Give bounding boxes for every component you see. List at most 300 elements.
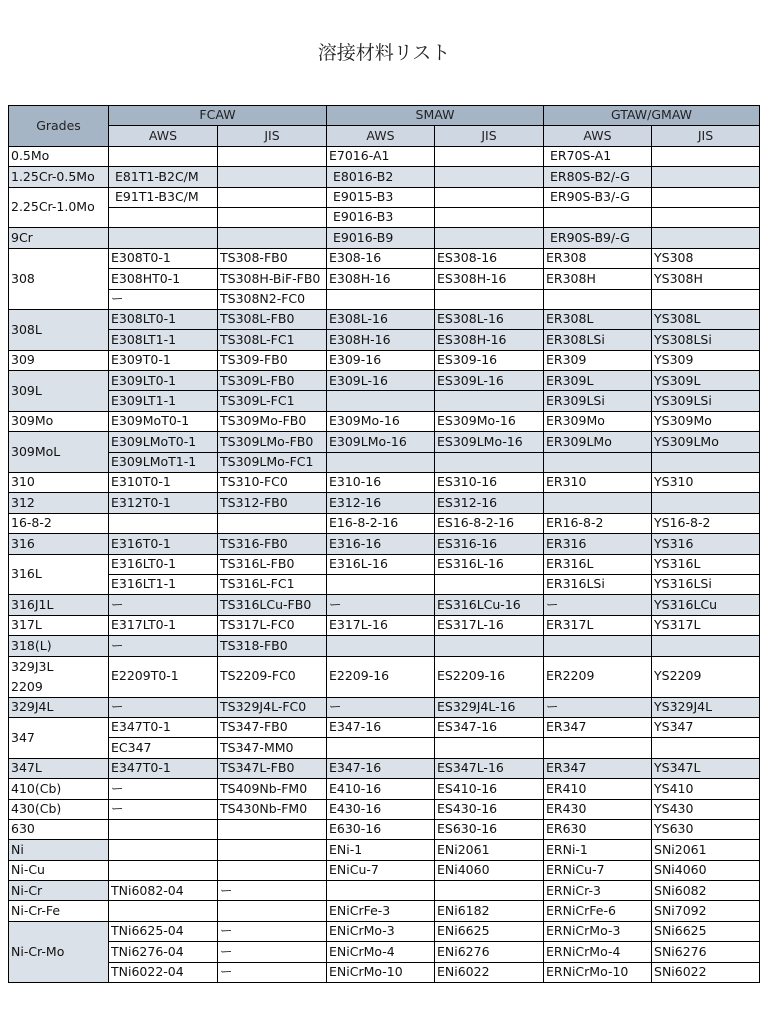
fcaw-jis-cell: TS308L-FC1 xyxy=(218,330,327,350)
smaw-jis-cell: ES308L-16 xyxy=(435,309,544,329)
grade-cell: 16-8-2 xyxy=(9,513,109,533)
table-row xyxy=(9,248,760,268)
table-row xyxy=(9,574,760,594)
fcaw-aws-cell: TNi6276-04 xyxy=(109,942,218,962)
table-row xyxy=(9,371,760,391)
fcaw-jis-cell xyxy=(218,187,327,207)
smaw-jis-cell: ES347-16 xyxy=(435,717,544,737)
gtaw-aws-cell: ER80S-B2/-G xyxy=(544,167,652,187)
gtaw-aws-cell: ER308LSi xyxy=(544,330,652,350)
table-row xyxy=(9,738,760,758)
smaw-jis-cell: ES630-16 xyxy=(435,819,544,839)
grades-header: Grades xyxy=(9,106,109,147)
smaw-aws-cell: ENiCrMo-4 xyxy=(327,942,435,962)
fcaw-jis-cell xyxy=(218,207,327,227)
gtaw-jis-cell xyxy=(652,738,760,758)
smaw-aws-cell: E9016-B9 xyxy=(327,228,435,248)
gtaw-aws-cell: ER90S-B9/-G xyxy=(544,228,652,248)
table-row xyxy=(9,962,760,982)
grade-cell: Ni-Cr-Fe xyxy=(9,901,109,921)
fcaw-jis-cell: TS308L-FB0 xyxy=(218,309,327,329)
gtaw-aws-cell: ERNiCr-3 xyxy=(544,881,652,901)
gtaw-jis-cell: YS16-8-2 xyxy=(652,513,760,533)
gtaw-gmaw-header: GTAW/GMAW xyxy=(544,106,760,126)
table-row xyxy=(9,513,760,533)
smaw-aws-cell: E347-16 xyxy=(327,758,435,778)
gtaw-aws-cell: ER316LSi xyxy=(544,574,652,594)
fcaw-aws-cell: E347T0-1 xyxy=(109,758,218,778)
fcaw-aws-header: AWS xyxy=(109,126,218,146)
gtaw-jis-cell xyxy=(652,289,760,309)
smaw-aws-cell: ENiCrMo-3 xyxy=(327,921,435,941)
smaw-aws-cell: E16-8-2-16 xyxy=(327,513,435,533)
fcaw-jis-cell xyxy=(218,228,327,248)
fcaw-aws-cell xyxy=(109,146,218,166)
gtaw-aws-cell: ER430 xyxy=(544,799,652,819)
smaw-jis-cell xyxy=(435,187,544,207)
smaw-jis-cell xyxy=(435,167,544,187)
smaw-aws-cell: E309-16 xyxy=(327,350,435,370)
gtaw-jis-cell: SNi4060 xyxy=(652,860,760,880)
gtaw-jis-cell: YS308L xyxy=(652,309,760,329)
gtaw-jis-cell: YS430 xyxy=(652,799,760,819)
gtaw-jis-header: JIS xyxy=(652,126,760,146)
fcaw-jis-cell: TS308H-BiF-FB0 xyxy=(218,269,327,289)
smaw-aws-cell xyxy=(327,391,435,411)
smaw-jis-cell: ENi6276 xyxy=(435,942,544,962)
gtaw-aws-cell: ERNiCrMo-10 xyxy=(544,962,652,982)
smaw-jis-cell xyxy=(435,391,544,411)
fcaw-aws-cell: E312T0-1 xyxy=(109,493,218,513)
gtaw-aws-cell xyxy=(544,636,652,656)
gtaw-jis-cell: YS309L xyxy=(652,371,760,391)
smaw-aws-cell: E630-16 xyxy=(327,819,435,839)
gtaw-jis-cell xyxy=(652,493,760,513)
smaw-jis-cell: ES316-16 xyxy=(435,534,544,554)
gtaw-jis-cell: YS329J4L xyxy=(652,697,760,717)
smaw-jis-cell: ES410-16 xyxy=(435,779,544,799)
smaw-jis-cell xyxy=(435,146,544,166)
fcaw-aws-cell xyxy=(109,860,218,880)
grade-cell: 312 xyxy=(9,493,109,513)
smaw-aws-header: AWS xyxy=(327,126,435,146)
smaw-jis-cell: ES309Mo-16 xyxy=(435,411,544,431)
smaw-aws-cell xyxy=(327,738,435,758)
gtaw-jis-cell: SNi6082 xyxy=(652,881,760,901)
smaw-aws-cell: E309LMo-16 xyxy=(327,432,435,452)
gtaw-aws-cell: ERNiCrFe-6 xyxy=(544,901,652,921)
smaw-jis-cell: ES308H-16 xyxy=(435,269,544,289)
smaw-jis-cell: ES308H-16 xyxy=(435,330,544,350)
gtaw-jis-cell xyxy=(652,207,760,227)
table-row xyxy=(9,452,760,472)
smaw-aws-cell: E8016-B2 xyxy=(327,167,435,187)
grade-cell: 430(Cb) xyxy=(9,799,109,819)
gtaw-jis-cell: YS308LSi xyxy=(652,330,760,350)
smaw-aws-cell: E316L-16 xyxy=(327,554,435,574)
table-row xyxy=(9,921,760,941)
fcaw-aws-cell xyxy=(109,819,218,839)
smaw-aws-cell: E308H-16 xyxy=(327,269,435,289)
gtaw-jis-cell: SNi6625 xyxy=(652,921,760,941)
fcaw-jis-cell: TS309LMo-FC1 xyxy=(218,452,327,472)
gtaw-jis-cell xyxy=(652,636,760,656)
smaw-jis-cell: ES316L-16 xyxy=(435,554,544,574)
fcaw-header: FCAW xyxy=(109,106,327,126)
grade-cell: 309Mo xyxy=(9,411,109,431)
fcaw-jis-cell: ー xyxy=(218,962,327,982)
fcaw-jis-cell xyxy=(218,167,327,187)
table-row xyxy=(9,309,760,329)
table-row xyxy=(9,187,760,207)
fcaw-aws-cell: E309LMoT1-1 xyxy=(109,452,218,472)
fcaw-aws-cell xyxy=(109,901,218,921)
smaw-aws-cell: E347-16 xyxy=(327,717,435,737)
gtaw-aws-cell: ER16-8-2 xyxy=(544,513,652,533)
fcaw-aws-cell xyxy=(109,228,218,248)
fcaw-aws-cell: E309LT0-1 xyxy=(109,371,218,391)
gtaw-aws-cell: ER70S-A1 xyxy=(544,146,652,166)
fcaw-aws-cell: E309LT1-1 xyxy=(109,391,218,411)
smaw-aws-cell: ENiCrFe-3 xyxy=(327,901,435,921)
smaw-aws-cell: E317L-16 xyxy=(327,615,435,635)
fcaw-jis-cell: TS308N2-FC0 xyxy=(218,289,327,309)
smaw-aws-cell xyxy=(327,452,435,472)
table-row xyxy=(9,656,760,697)
table-row xyxy=(9,167,760,187)
gtaw-jis-cell: YS410 xyxy=(652,779,760,799)
table-row xyxy=(9,697,760,717)
gtaw-jis-cell: YS316L xyxy=(652,554,760,574)
smaw-aws-cell: E430-16 xyxy=(327,799,435,819)
gtaw-aws-cell: ー xyxy=(544,697,652,717)
gtaw-aws-cell: ER309LMo xyxy=(544,432,652,452)
gtaw-jis-cell: YS316LCu xyxy=(652,595,760,615)
table-row xyxy=(9,269,760,289)
smaw-aws-cell: E9015-B3 xyxy=(327,187,435,207)
smaw-aws-cell: E7016-A1 xyxy=(327,146,435,166)
gtaw-aws-cell: ER2209 xyxy=(544,656,652,697)
fcaw-jis-cell: TS329J4L-FC0 xyxy=(218,697,327,717)
fcaw-jis-cell: ー xyxy=(218,881,327,901)
table-row xyxy=(9,758,760,778)
grade-cell: 309L xyxy=(9,371,109,412)
gtaw-jis-cell: YS309LMo xyxy=(652,432,760,452)
smaw-jis-cell: ES317L-16 xyxy=(435,615,544,635)
grade-cell: 329J4L xyxy=(9,697,109,717)
fcaw-aws-cell: TNi6022-04 xyxy=(109,962,218,982)
fcaw-aws-cell: E308LT1-1 xyxy=(109,330,218,350)
table-row xyxy=(9,717,760,737)
smaw-jis-cell: ENi6182 xyxy=(435,901,544,921)
fcaw-jis-header: JIS xyxy=(218,126,327,146)
smaw-aws-cell: E309Mo-16 xyxy=(327,411,435,431)
fcaw-aws-cell xyxy=(109,513,218,533)
gtaw-jis-cell: YS347 xyxy=(652,717,760,737)
smaw-jis-cell: ES312-16 xyxy=(435,493,544,513)
fcaw-jis-cell xyxy=(218,819,327,839)
smaw-jis-cell xyxy=(435,636,544,656)
smaw-jis-cell xyxy=(435,289,544,309)
table-row xyxy=(9,207,760,227)
table-row xyxy=(9,534,760,554)
smaw-aws-cell: E308L-16 xyxy=(327,309,435,329)
gtaw-aws-cell xyxy=(544,207,652,227)
gtaw-jis-cell: SNi7092 xyxy=(652,901,760,921)
smaw-jis-cell xyxy=(435,452,544,472)
smaw-jis-cell xyxy=(435,738,544,758)
fcaw-jis-cell: ー xyxy=(218,921,327,941)
fcaw-jis-cell: TS317L-FC0 xyxy=(218,615,327,635)
table-row xyxy=(9,860,760,880)
table-body xyxy=(9,146,760,982)
gtaw-jis-cell: YS309Mo xyxy=(652,411,760,431)
smaw-aws-cell: ー xyxy=(327,595,435,615)
gtaw-aws-header: AWS xyxy=(544,126,652,146)
fcaw-jis-cell: TS2209-FC0 xyxy=(218,656,327,697)
fcaw-jis-cell: TS309L-FC1 xyxy=(218,391,327,411)
smaw-aws-cell: E2209-16 xyxy=(327,656,435,697)
gtaw-aws-cell: ER308L xyxy=(544,309,652,329)
gtaw-jis-cell: YS308H xyxy=(652,269,760,289)
fcaw-jis-cell: TS309LMo-FB0 xyxy=(218,432,327,452)
gtaw-jis-cell: YS630 xyxy=(652,819,760,839)
gtaw-aws-cell: ER347 xyxy=(544,758,652,778)
grade-cell: 310 xyxy=(9,473,109,493)
grade-cell: 316L xyxy=(9,554,109,595)
fcaw-aws-cell: E317LT0-1 xyxy=(109,615,218,635)
grade-cell: 316J1L xyxy=(9,595,109,615)
gtaw-jis-cell xyxy=(652,187,760,207)
gtaw-aws-cell: ER630 xyxy=(544,819,652,839)
fcaw-aws-cell: E81T1-B2C/M xyxy=(109,167,218,187)
gtaw-jis-cell: SNi6276 xyxy=(652,942,760,962)
table-header xyxy=(9,106,760,147)
fcaw-jis-cell: TS430Nb-FM0 xyxy=(218,799,327,819)
smaw-jis-cell: ENi4060 xyxy=(435,860,544,880)
smaw-aws-cell xyxy=(327,289,435,309)
gtaw-aws-cell: ER309L xyxy=(544,371,652,391)
gtaw-aws-cell: ー xyxy=(544,595,652,615)
fcaw-aws-cell: ー xyxy=(109,697,218,717)
gtaw-jis-cell: YS317L xyxy=(652,615,760,635)
grade-cell: 9Cr xyxy=(9,228,109,248)
gtaw-jis-cell xyxy=(652,167,760,187)
fcaw-aws-cell: E91T1-B3C/M xyxy=(109,187,218,207)
fcaw-aws-cell xyxy=(109,840,218,860)
smaw-jis-cell: ES309LMo-16 xyxy=(435,432,544,452)
smaw-jis-cell: ES309L-16 xyxy=(435,371,544,391)
gtaw-aws-cell: ER347 xyxy=(544,717,652,737)
smaw-jis-cell: ES308-16 xyxy=(435,248,544,268)
table-row xyxy=(9,819,760,839)
smaw-jis-cell xyxy=(435,228,544,248)
smaw-jis-cell: ES2209-16 xyxy=(435,656,544,697)
grade-cell: 347L xyxy=(9,758,109,778)
fcaw-aws-cell: ー xyxy=(109,779,218,799)
grade-cell: 308L xyxy=(9,309,109,350)
table-row xyxy=(9,636,760,656)
fcaw-jis-cell: TS347L-FB0 xyxy=(218,758,327,778)
gtaw-jis-cell xyxy=(652,146,760,166)
gtaw-jis-cell: YS309LSi xyxy=(652,391,760,411)
grade-cell: 308 xyxy=(9,248,109,309)
gtaw-aws-cell: ER309LSi xyxy=(544,391,652,411)
smaw-aws-cell: E9016-B3 xyxy=(327,207,435,227)
grade-cell: 309 xyxy=(9,350,109,370)
gtaw-aws-cell: ERNi-1 xyxy=(544,840,652,860)
fcaw-aws-cell: EC347 xyxy=(109,738,218,758)
fcaw-aws-cell: E2209T0-1 xyxy=(109,656,218,697)
fcaw-jis-cell: TS318-FB0 xyxy=(218,636,327,656)
fcaw-aws-cell: E308T0-1 xyxy=(109,248,218,268)
fcaw-jis-cell: TS310-FC0 xyxy=(218,473,327,493)
smaw-jis-cell: ENi6022 xyxy=(435,962,544,982)
grade-cell: 1.25Cr-0.5Mo xyxy=(9,167,109,187)
smaw-aws-cell xyxy=(327,574,435,594)
fcaw-jis-cell: TS316L-FB0 xyxy=(218,554,327,574)
table-row xyxy=(9,840,760,860)
smaw-aws-cell: E410-16 xyxy=(327,779,435,799)
fcaw-jis-cell: TS312-FB0 xyxy=(218,493,327,513)
smaw-aws-cell xyxy=(327,636,435,656)
table-row xyxy=(9,615,760,635)
welding-materials-table xyxy=(8,105,760,983)
smaw-aws-cell xyxy=(327,881,435,901)
gtaw-aws-cell: ER309Mo xyxy=(544,411,652,431)
fcaw-aws-cell: ー xyxy=(109,289,218,309)
smaw-jis-cell: ES316LCu-16 xyxy=(435,595,544,615)
fcaw-jis-cell: TS316-FB0 xyxy=(218,534,327,554)
fcaw-aws-cell: E308HT0-1 xyxy=(109,269,218,289)
fcaw-jis-cell: TS308-FB0 xyxy=(218,248,327,268)
gtaw-jis-cell xyxy=(652,228,760,248)
gtaw-aws-cell: ER317L xyxy=(544,615,652,635)
table-row xyxy=(9,799,760,819)
grade-cell: 316 xyxy=(9,534,109,554)
fcaw-aws-cell: ー xyxy=(109,595,218,615)
fcaw-aws-cell: E308LT0-1 xyxy=(109,309,218,329)
fcaw-aws-cell: E310T0-1 xyxy=(109,473,218,493)
table-row xyxy=(9,942,760,962)
grade-cell: 2.25Cr-1.0Mo xyxy=(9,187,109,228)
table-row xyxy=(9,473,760,493)
fcaw-aws-cell: TNi6082-04 xyxy=(109,881,218,901)
grade-cell: Ni-Cr-Mo xyxy=(9,921,109,982)
table-row xyxy=(9,228,760,248)
table-row xyxy=(9,881,760,901)
smaw-aws-cell: E312-16 xyxy=(327,493,435,513)
table-row xyxy=(9,330,760,350)
table-row xyxy=(9,493,760,513)
fcaw-aws-cell: ー xyxy=(109,799,218,819)
table-row xyxy=(9,350,760,370)
table-row xyxy=(9,146,760,166)
smaw-jis-cell: ENi2061 xyxy=(435,840,544,860)
fcaw-jis-cell: TS309Mo-FB0 xyxy=(218,411,327,431)
grade-cell: 318(L) xyxy=(9,636,109,656)
smaw-jis-cell: ES430-16 xyxy=(435,799,544,819)
gtaw-aws-cell: ER309 xyxy=(544,350,652,370)
smaw-aws-cell: ー xyxy=(327,697,435,717)
gtaw-jis-cell: SNi6022 xyxy=(652,962,760,982)
fcaw-jis-cell: TS309L-FB0 xyxy=(218,371,327,391)
gtaw-jis-cell xyxy=(652,452,760,472)
fcaw-jis-cell: TS347-FB0 xyxy=(218,717,327,737)
smaw-jis-cell xyxy=(435,574,544,594)
smaw-jis-cell: ENi6625 xyxy=(435,921,544,941)
gtaw-aws-cell xyxy=(544,738,652,758)
smaw-aws-cell: E308H-16 xyxy=(327,330,435,350)
gtaw-aws-cell: ERNiCrMo-4 xyxy=(544,942,652,962)
grade-cell: 329J3L 2209 xyxy=(9,656,109,697)
smaw-aws-cell: E308-16 xyxy=(327,248,435,268)
table-row xyxy=(9,779,760,799)
smaw-aws-cell: E316-16 xyxy=(327,534,435,554)
smaw-aws-cell: ENi-1 xyxy=(327,840,435,860)
table-row xyxy=(9,554,760,574)
fcaw-aws-cell: ー xyxy=(109,636,218,656)
grade-cell: 347 xyxy=(9,717,109,758)
grade-cell: 317L xyxy=(9,615,109,635)
smaw-jis-cell xyxy=(435,207,544,227)
page-title: 溶接材料リスト xyxy=(317,42,451,64)
gtaw-aws-cell: ER310 xyxy=(544,473,652,493)
table-row xyxy=(9,901,760,921)
table-row xyxy=(9,411,760,431)
smaw-jis-cell xyxy=(435,881,544,901)
gtaw-jis-cell: YS316LSi xyxy=(652,574,760,594)
grade-cell: 630 xyxy=(9,819,109,839)
fcaw-jis-cell: TS409Nb-FM0 xyxy=(218,779,327,799)
gtaw-aws-cell xyxy=(544,452,652,472)
smaw-jis-cell: ES310-16 xyxy=(435,473,544,493)
fcaw-jis-cell: TS347-MM0 xyxy=(218,738,327,758)
fcaw-aws-cell: E316LT0-1 xyxy=(109,554,218,574)
fcaw-aws-cell: TNi6625-04 xyxy=(109,921,218,941)
gtaw-jis-cell: YS310 xyxy=(652,473,760,493)
gtaw-aws-cell: ER316L xyxy=(544,554,652,574)
smaw-jis-cell: ES347L-16 xyxy=(435,758,544,778)
fcaw-jis-cell xyxy=(218,840,327,860)
gtaw-aws-cell xyxy=(544,493,652,513)
gtaw-jis-cell: YS309 xyxy=(652,350,760,370)
smaw-jis-cell: ES16-8-2-16 xyxy=(435,513,544,533)
gtaw-aws-cell: ER316 xyxy=(544,534,652,554)
fcaw-jis-cell xyxy=(218,513,327,533)
grade-cell: 410(Cb) xyxy=(9,779,109,799)
gtaw-jis-cell: YS308 xyxy=(652,248,760,268)
fcaw-jis-cell xyxy=(218,146,327,166)
fcaw-jis-cell: TS309-FB0 xyxy=(218,350,327,370)
gtaw-aws-cell: ER308H xyxy=(544,269,652,289)
gtaw-jis-cell: YS347L xyxy=(652,758,760,778)
fcaw-aws-cell: E316LT1-1 xyxy=(109,574,218,594)
table-row xyxy=(9,391,760,411)
smaw-aws-cell: ENiCu-7 xyxy=(327,860,435,880)
smaw-jis-cell: ES309-16 xyxy=(435,350,544,370)
fcaw-aws-cell: E309LMoT0-1 xyxy=(109,432,218,452)
table-row xyxy=(9,432,760,452)
grade-cell: Ni-Cr xyxy=(9,881,109,901)
grade-cell: 0.5Mo xyxy=(9,146,109,166)
fcaw-aws-cell: E347T0-1 xyxy=(109,717,218,737)
fcaw-jis-cell xyxy=(218,860,327,880)
smaw-jis-cell: ES329J4L-16 xyxy=(435,697,544,717)
fcaw-aws-cell: E309MoT0-1 xyxy=(109,411,218,431)
gtaw-aws-cell: ER90S-B3/-G xyxy=(544,187,652,207)
fcaw-jis-cell: ー xyxy=(218,942,327,962)
